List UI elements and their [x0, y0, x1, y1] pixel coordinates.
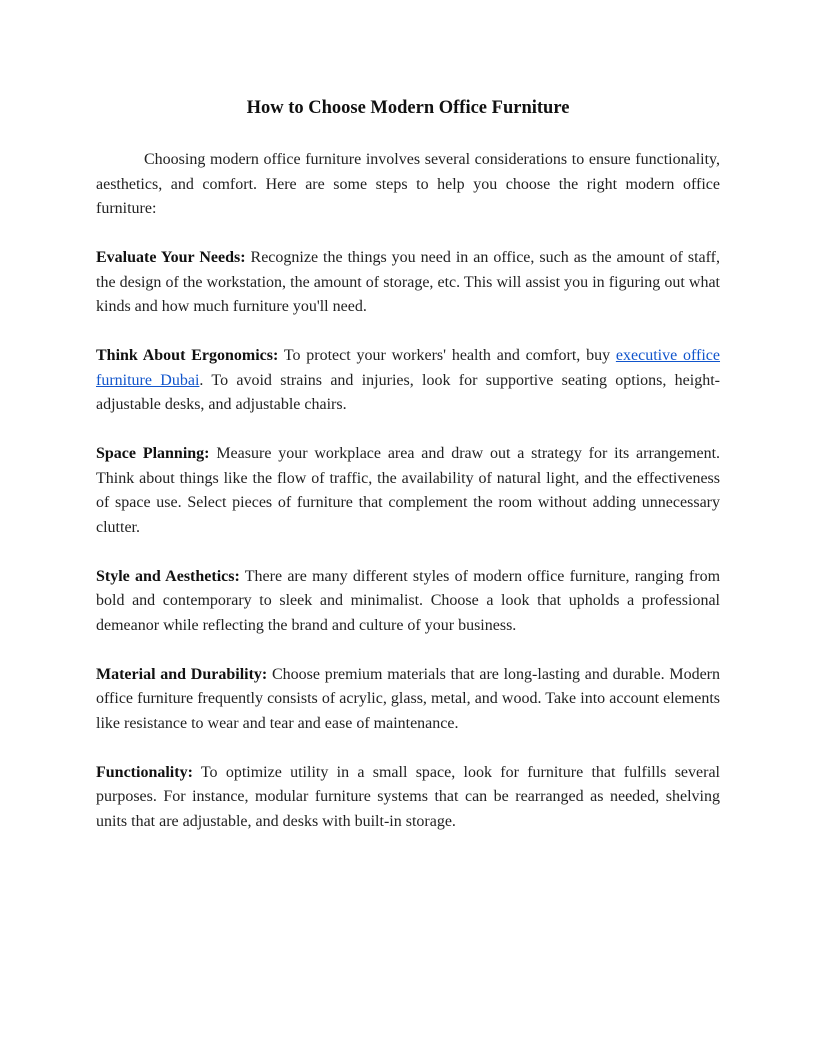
- section-heading: Material and Durability:: [96, 665, 268, 683]
- document-page: [96, 92, 720, 859]
- section-body: Recognize the things you need in an office, such as the amount of staff, the design of the workstation, the amount of storage, etc. This will assist you in figuring out what kinds and how much furniture you'll need.: [96, 249, 720, 315]
- section-functionality: [96, 761, 720, 835]
- section-style-aesthetics: [96, 565, 720, 639]
- section-body: To protect your workers' health and comfort, buy: [278, 347, 616, 364]
- section-space-planning: [96, 442, 720, 540]
- section-body: There are many different styles of modern office furniture, ranging from bold and contemporary to sleek and minimalist. Choose a look that upholds a professional demeanor while reflecting the brand and culture of your business.: [96, 567, 721, 634]
- section-body: Measure your workplace area and draw out a strategy for its arrangement. Think about things like the flow of traffic, the availability of natural light, and the effectiveness of space use. Select pieces of furniture that complement the room without adding unnecessary clutter.: [96, 445, 721, 536]
- section-heading: Space Planning:: [96, 445, 210, 462]
- executive-furniture-link[interactable]: executive office furniture Dubai: [96, 347, 721, 389]
- section-heading: Functionality:: [96, 763, 193, 781]
- section-body-continued: . To avoid strains and injuries, look for supportive seating options, height-adjustable desks, and adjustable chairs.: [96, 371, 721, 413]
- section-body: To optimize utility in a small space, look for furniture that fulfills several purposes. For instance, modular furniture systems that can be rearranged as needed, shelving units that are adjustable, and desks with built-in storage.: [96, 763, 720, 830]
- section-heading: Think About Ergonomics:: [96, 347, 279, 364]
- section-heading: Evaluate Your Needs:: [96, 249, 246, 266]
- section-body: Choose premium materials that are long-lasting and durable. Modern office furniture frequently consists of acrylic, glass, metal, and wood. Take into account elements like resistance to wear and tear and ease of maintenance.: [96, 665, 720, 732]
- section-heading: Style and Aesthetics:: [96, 567, 240, 585]
- intro-paragraph: Choosing modern office furniture involves several considerations to ensure functionality, aesthetics, and comfort. Here are some steps to help you choose the right modern office furniture:: [96, 151, 720, 217]
- document-title: How to Choose Modern Office Furniture: [246, 98, 570, 118]
- section-ergonomics: [96, 344, 720, 418]
- section-evaluate-needs: [96, 246, 720, 320]
- section-material-durability: [96, 663, 720, 737]
